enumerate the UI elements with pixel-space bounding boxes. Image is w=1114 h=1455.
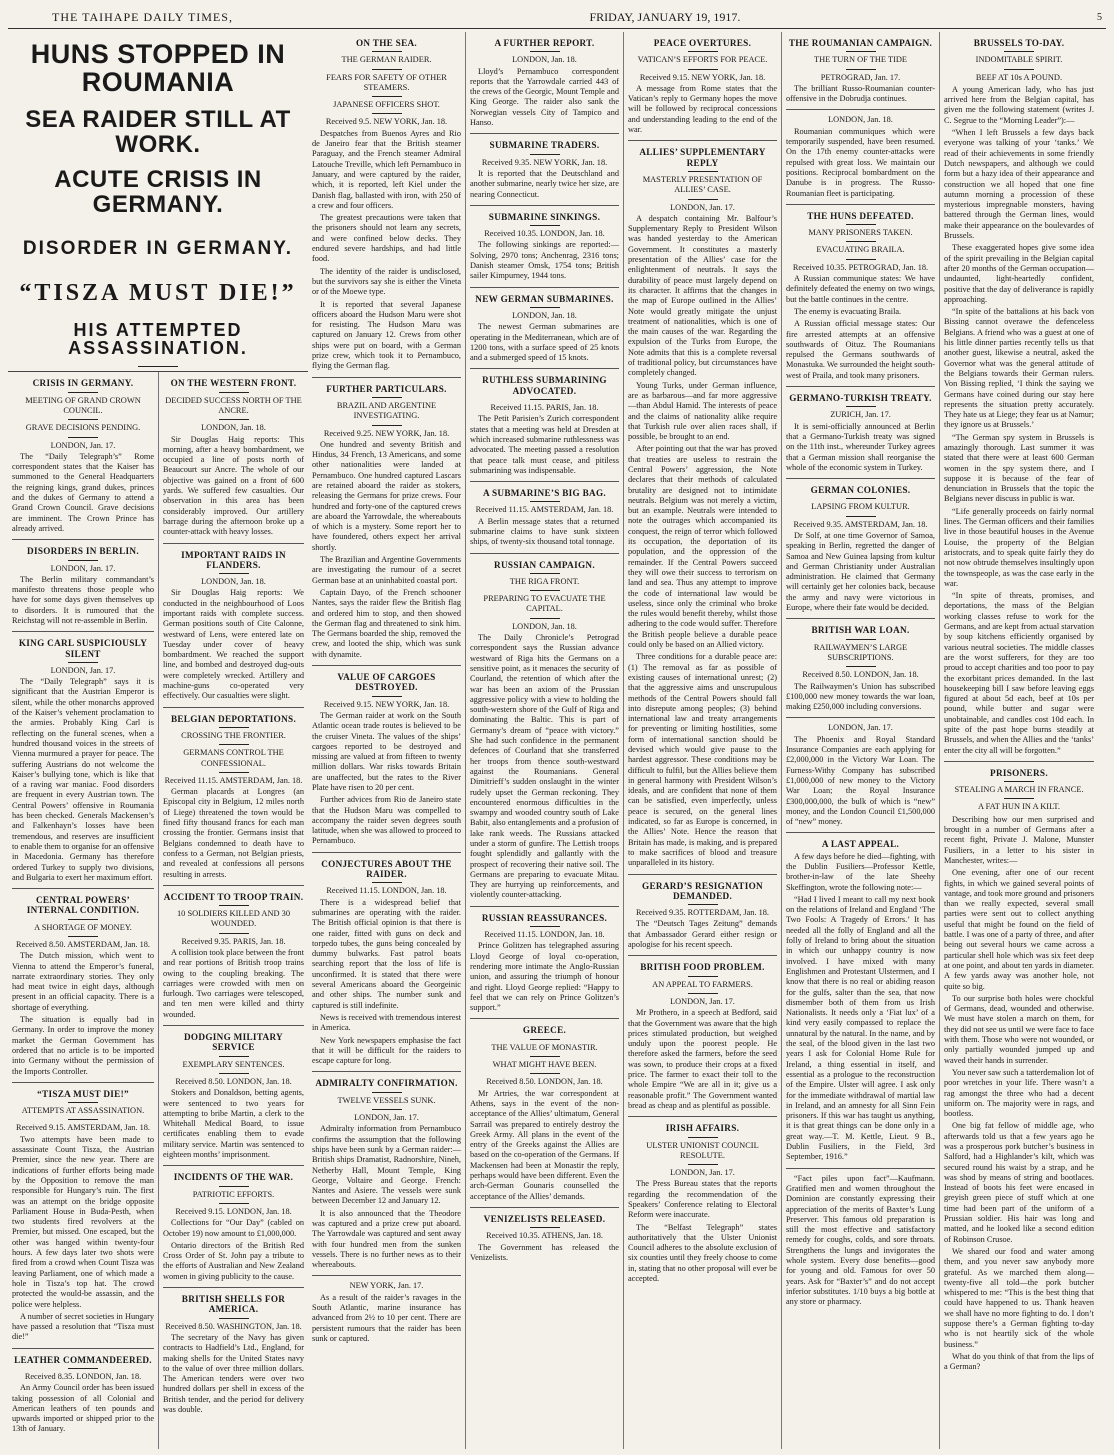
article-dateline: LONDON, Jan. 18.: [828, 115, 893, 125]
paper-name: THE TAIHAPE DAILY TIMES,: [52, 9, 233, 24]
column-1: [8, 32, 308, 1449]
article-paragraph: Further advices from Rio de Janeiro state that the Hudson Maru was compelled to accompany the raider seven degrees south latitude, when she was allowed to proceed to Pernambuco.: [312, 795, 461, 846]
article: [163, 378, 304, 537]
article-subheading: FEARS FOR SAFETY OF OTHER STEAMERS.: [326, 72, 447, 92]
article-headline: IRISH AFFAIRS.: [665, 1123, 740, 1134]
article-dateline: ZURICH, Jan. 17.: [830, 410, 891, 420]
article-dateline: LONDON, Jan. 17.: [50, 440, 116, 450]
article-headline: BRITISH WAR LOAN.: [811, 625, 910, 636]
issue-date: FRIDAY, JANUARY 19, 1917.: [589, 9, 741, 24]
headline-huns: HUNS STOPPED IN ROUMANIA: [30, 39, 286, 98]
column-3: [466, 32, 624, 1449]
article-headline: FURTHER PARTICULARS.: [326, 383, 447, 394]
article-dateline: Received 8.50. LONDON, Jan. 18.: [175, 1076, 292, 1086]
article-subheading: CROSSING THE FRONTIER.: [181, 730, 286, 740]
article-subheading: RAILWAYMEN’S LARGE SUBSCRIPTIONS.: [813, 642, 908, 662]
article-headline: KING CARL SUSPICIOUSLY SILENT: [18, 638, 148, 659]
article-paragraph: Two attempts have been made to assassinate Count Tisza, the Austrian Premier, since the new year. There are indications of further efforts being made by the Opposition to remove the man responsible for Hungary’s ruin. The first was an attempt on the bridge opposite Parliament House in Buda-Pesth, when two students fired revolvers at the Premier, but missed. One escaped, but the other was hanged within twenty-four hours. A few days later two shots were fired from a crowd when Count Tisza was leaving Parliament, one of which made a hole in Tisza’s top hat. The crowd protected the would-be assassin, and the police were helpless.: [12, 1134, 154, 1309]
article-paragraph: The newest German submarines are operating in the Mediterranean, which are of 1200 tons, with a surface speed of 25 knots and a submerged speed of 15 knots.: [470, 322, 619, 363]
article: [786, 832, 935, 1162]
article-paragraph: “Fact piles upon fact”—Kaufmann. Gratified men and women throughout the Dominion are constantly expressing their appreciation of the merits of Baxter’s Lung Preserver. This famous old preparation is still the most effective and satisfactory remedy for coughs, colds, and sore throats. Strengthens the lungs and invigorates the whole system. Every dose benefits—good for young and old. Famous for over 50 years. Ask for “Baxter’s” and do not accept inferior substitutes. 1/10 buys a big bottle at any store or pharmacy.: [786, 1173, 935, 1307]
article-paragraph: A despatch containing Mr. Balfour’s Supplementary Reply to President Wilson was handed yesterday to the American Government. It constitutes a masterly presentation of the Allies’ case for the enlightenment of neutrals. It says the durability of peace must largely depend on its character. It affirms that the changes in the map of Europe outlined in the Allies’ Note would greatly mitigate the unjust treatment of nationalities, which is one of the main causes of the war. Regarding the expulsion of the Turks from Europe, the Note admits that this is a complete reversal of traditional policy, but circumstances have completely changed.: [628, 213, 777, 378]
article-paragraph: The following sinkings are reported:— Solving, 2970 tons; Anchenrag, 2316 tons; Danish steamer Omsk, 1754 tons; British sailer Kimpurney, 1944 tons.: [470, 240, 619, 281]
article-subheading: JAPANESE OFFICERS SHOT.: [333, 100, 440, 110]
article: [312, 665, 461, 847]
article-headline: A SUBMARINE’S BIG BAG.: [483, 488, 606, 499]
article-paragraph: A Russian communique states: We have definitely defeated the enemy on two wings, but the battle continues in the centre.: [786, 274, 935, 304]
article-paragraph: It is reported that several Japanese officers aboard the Hudson Maru were shot for resisting. The Hudson Maru was captured on January 12. Crews from other ships were put on board, with a German prize crew, which took it to Pernambuco, flying the German flag.: [312, 299, 461, 371]
article-paragraph: These exaggerated hopes give some idea of the spirit prevailing in the Belgian capital after 20 months of the German occupation—undaunted, light-heartedly confident, positive that the day of deliverance is rapidly approaching.: [944, 243, 1094, 304]
article-headline: GREECE.: [522, 1025, 567, 1036]
article-paragraph: “The German spy system in Brussels is amazingly thorough. Last summer it was stated that there were at least 600 German women in the spy system there, and I suppose it is because of the fear of denunciation in Brussels that the topic the Belgians never discuss in public is war.: [944, 432, 1094, 504]
article-dateline: LONDON, Jan. 17.: [670, 202, 735, 212]
article-paragraph: The brilliant Russo-Roumanian counter-offensive in the Dobrudja continues.: [786, 83, 935, 104]
article-paragraph: The Daily Chronicle’s Petrograd correspondent says the Russian advance westward of Riga hits the Germans on a sensitive point, as it menaces the security of Courland, the retention of which after the war has been an axiom of the Prussian aggressive policy with a view to holding the south-western shore of the Gulf of Riga and dominating the Baltic. This is part of Germany’s dream of “peace with victory.” She had such confidence in the permanent defences of Courland that she transferred her troops from thence south-westward against the Roumanians. General Dimitrieff’s sudden onslaught in the winter rudely upset the German reckoning. They encountered enormous difficulties in the swampy and wooded country south of Lake Babit, also entanglements and a profusion of lake rank weeds. The Russians attacked under a storm of gunfire. The Lettish troops fought splendidly and gallantly with the prospect of recovering their native soil. The Germans are preparing to evacuate Mitau. They are hurrying up reinforcements, and violently counter-attacking.: [470, 633, 619, 900]
article-paragraph: The “Daily Telegraph” says it is significant that the Austrian Emperor is silent, while the other monarchs approved of the Kaiser’s vehement proclamation to the armies. Probably King Carl is reflecting on the funeral scenes, when a hundred thousand voices in the streets of Vienna murmured a prayer for peace. The suffering Austrians do not welcome the Kaiser’s bullying tone, which is like that of a raving war maniac. Food disorders are frequent in every Austrian town. The Central Powers’ offensive in Roumania has been checked. Generals Mackensen’s and Falkenhayn’s losses have been tremendous, and reserves are insufficient to enable them to organise for an offensive in Macedonia. Germany has therefore ordered Turkey to supply two divisions, and Bulgaria to exert her maximum effort.: [12, 677, 154, 882]
article-paragraph: Sir Douglas Haig reports: We conducted in the neighbourhood of Loos important raids with complete success. German positions south of Cite Calonne, westward of Lens, were entered late on Tuesday under cover of heavy bombardment. We reached the support line, and bombed and destroyed dug-outs were completely wrecked. Artillery and machine-guns co-operated very effectively. Our casualties were slight.: [163, 588, 304, 701]
article: [12, 1082, 154, 1343]
article-headline: IMPORTANT RAIDS IN FLANDERS.: [181, 549, 286, 570]
article-paragraph: News is received with tremendous interest in America.: [312, 1012, 461, 1033]
article-paragraph: A young American lady, who has just arrived here from the Belgian capital, has given me the following statement (writes J. C. Segrue to the “Morning Leader”):—: [944, 84, 1094, 125]
article-subheading: BEEF AT 10s A POUND.: [975, 72, 1063, 82]
article: [470, 481, 619, 547]
article: [786, 478, 935, 613]
article: [312, 377, 461, 660]
article-paragraph: The Phoenix and Royal Standard Insurance Companies are each applying for £2,000,000 in the Victory War Loan. The Furness-Withy Company has subscribed £1,000,000 of new money to the Victory War Loan; the Royal Insurance £300,000,000, the bulk of which is “new” money, and the London Council £1,500,000 of “new” money.: [786, 734, 935, 827]
article-paragraph: We shared our food and water among them, and you never saw anybody more grateful. As we marched them along—twenty-five all told—the pork butcher whispered to me: “This is the best thing that could have happened to us. Thank heaven we shall have no more fighting to do. I don’t suppose there’s a German fighting to-day who is not heartily sick of the whole business.”: [944, 1246, 1094, 1349]
article-paragraph: A few days before he died—fighting, with the Dublin Fusiliers—Professor Kettle, brother-in-law of the late Sheehy Skeffington, wrote the following note:—: [786, 851, 935, 892]
article: [786, 717, 935, 827]
article-paragraph: “In spite of threats, promises, and deportations, the mass of the Belgian working classes refuse to work for the Germans, and are kept from actual starvation by soup kitchens efficiently organised by various neutral societies. The middle classes are the worst sufferers, for they are too proud to accept charities and too poor to pay the exorbitant prices demanded. In the last housekeeping bill I saw before leaving eggs figured at about 5d each, beef at 10s per pound, while butter and sugar were unobtainable, and candles cost 10d each. In spite of the past hope burns steadily at Brussels, and when the Allies and the ‘tanks’ enter the city all will be forgotten.”: [944, 591, 1094, 755]
article-dateline: Received 10.35. LONDON, Jan. 18.: [484, 229, 605, 239]
article-subheading: AN APPEAL TO FARMERS.: [652, 979, 753, 989]
article-paragraph: The Dutch mission, which went to Vienna to attend the Emperor’s funeral, narrate extraordinary stories. They only had meat twice in eight days, although present in an official capacity. There is a shortage of everything.: [12, 951, 154, 1012]
lead-headlines: [8, 32, 308, 372]
article-headline: GERMAN COLONIES.: [810, 485, 911, 496]
article: [786, 38, 935, 104]
article-subheading: BRAZIL AND ARGENTINE INVESTIGATING.: [336, 400, 437, 421]
article: [12, 1348, 154, 1435]
column-4: [624, 32, 782, 1449]
masthead: [8, 6, 1106, 29]
headline-disorder: DISORDER IN GERMANY.: [22, 238, 294, 260]
article-paragraph: The Press Bureau states that the reports regarding the recommendation of the Speakers’ Conference relating to Electoral Reform were inaccurate.: [628, 1179, 777, 1220]
article-paragraph: The “Belfast Telegraph” states authoritatively that the Ulster Unionist Council adheres to the absolute exclusion of six counties until they freely choose to come in, stating that no other proposal will ever be accepted.: [628, 1222, 777, 1284]
article: [786, 204, 935, 381]
article: [12, 888, 154, 1077]
article: [470, 205, 619, 282]
article: [163, 1165, 304, 1282]
article-headline: NEW GERMAN SUBMARINES.: [475, 293, 614, 304]
article-paragraph: Ontario directors of the British Red Cross Order of St. John pay a tribute to the efforts of Australian and New Zealand women in giving publicity to the cause.: [163, 1240, 304, 1281]
article-paragraph: Collections for “Our Day” (cabled on October 19) now amount to £1,000,000.: [163, 1218, 304, 1238]
article-subheading: THE RIGA FRONT.: [509, 576, 580, 586]
article-headline: BRUSSELS TO-DAY.: [973, 38, 1065, 48]
article: [470, 368, 619, 476]
article-paragraph: Young Turks, under German influence, are as barbarous—and far more aggressive—than Abdul Hamid. The interests of peace and the claims of nationality alike require that Turkish rule over alien races shall, if possible, be brought to an end.: [628, 380, 777, 442]
article-dateline: NEW YORK, Jan. 17.: [349, 1281, 424, 1291]
article-headline: VENIZELISTS RELEASED.: [483, 1213, 606, 1224]
article-subheading: THE VALUE OF MONASTIR.: [491, 1042, 598, 1052]
article-headline: GERMANO-TURKISH TREATY.: [789, 393, 932, 404]
article-paragraph: Dr Solf, at one time Governor of Samoa, speaking in Berlin, regretted the danger of Samoa and New Guinea lapsing from kultur and German Christianity under Australian administration. He claimed that Germany will certainly get her colonies back, because the army and navy were victorious in Europe, where their fate would be decided.: [786, 530, 935, 613]
article-headline: ALLIES’ SUPPLEMENTARY REPLY: [639, 147, 766, 168]
article-dateline: Received 9.35. PARIS, Jan. 18.: [181, 936, 286, 946]
article-paragraph: You never saw such a tatterdemalion lot of poor wretches in your life. There wasn’t a rag amongst the three who had a decent uniform on. The majority were in rags, and bootless.: [944, 1067, 1094, 1119]
article-subheading: TWELVE VESSELS SUNK.: [337, 1095, 436, 1105]
article-paragraph: It is reported that the Deutschland and another submarine, nearly twice her size, are nearing Connecticut.: [470, 168, 619, 199]
article-dateline: LONDON, Jan. 18.: [512, 310, 577, 320]
article-dateline: Received 8.50. AMSTERDAM, Jan. 18.: [16, 940, 150, 949]
article-headline: BRITISH SHELLS FOR AMERICA.: [181, 1294, 286, 1315]
article-headline: THE ROUMANIAN CAMPAIGN.: [788, 38, 933, 48]
column-5: [782, 32, 940, 1449]
article: [312, 852, 461, 1067]
page-number: 5: [1096, 11, 1102, 23]
article-headline: ADMIRALTY CONFIRMATION.: [315, 1078, 458, 1089]
article-subheading: MANY PRISONERS TAKEN.: [808, 228, 913, 238]
article: [628, 1116, 777, 1284]
article-dateline: Received 9.15. LONDON, Jan. 18.: [175, 1206, 292, 1216]
article-dateline: LONDON, Jan. 17.: [670, 996, 735, 1006]
article: [312, 38, 461, 372]
article: [786, 1168, 935, 1308]
article: [786, 618, 935, 712]
article-subheading: ULSTER UNIONIST COUNCIL RESOLUTE.: [646, 1140, 759, 1160]
article-paragraph: The Petit Parisien’s Zurich correspondent states that a meeting was held at Dresden at which increased submarine ruthlessness was advocated. The meeting passed a resolution that peace talk must cease, and pitiless submarining was indispensable.: [470, 414, 619, 475]
article-dateline: LONDON, Jan. 18.: [201, 577, 266, 587]
article-subheading: MEETING OF GRAND CROWN COUNCIL.: [25, 395, 141, 415]
article-paragraph: “When I left Brussels a few days back everyone was talking of your ‘tanks.’ We read of their achievements in some friendly Dutch newspapers, and although we could form but a hazy idea of their appearance and construction we all hoped that one fine autumn morning a procession of these mysterious impregnable monsters, having battered through the German lines, would make their appearance on the boulevardes of Brussels.: [944, 128, 1094, 241]
article-headline: RUSSIAN CAMPAIGN.: [494, 559, 595, 570]
article-dateline: PETROGRAD, Jan. 17.: [820, 72, 901, 82]
article-headline: PRISONERS.: [990, 767, 1048, 778]
article: [163, 1025, 304, 1160]
article: [470, 1207, 619, 1263]
article-dateline: LONDON, Jan. 17.: [354, 1113, 419, 1123]
article-dateline: Received 9.35. NEW YORK, Jan. 18.: [481, 157, 608, 167]
article-paragraph: The Brazilian and Argentine Governments are investigating the rumour of a secret German base at an uninhabited coastal port.: [312, 555, 461, 585]
article-paragraph: There is a widespread belief that submarines are operating with the raider. The British official opinion is that there is one raider, fitted with guns on deck and torpedo tubes, the guns being concealed by dummy bulwarks. Fast patrol boats searching report that the loss of life is unconfirmed. It is stated that there were several Americans aboard the Georgeinic and other ships. The number sunk and captured is still indefinite.: [312, 897, 461, 1010]
article-headline: THE HUNS DEFEATED.: [807, 210, 914, 221]
article: [470, 38, 619, 128]
article-subheading: GERMANS CONTROL THE CONFESSIONAL.: [183, 748, 284, 768]
article-subheading: EVACUATING BRAILA.: [816, 245, 905, 255]
article: [470, 133, 619, 199]
article-dateline: Received 8.35. LONDON, Jan. 18.: [24, 1371, 142, 1381]
article-subheading: WHAT MIGHT HAVE BEEN.: [492, 1060, 597, 1070]
article: [163, 1287, 304, 1415]
article-dateline: Received 9.35. ROTTERDAM, Jan. 18.: [636, 908, 769, 918]
article-paragraph: A message from Rome states that the Vatican’s reply to Germany hopes the move will be followed by reciprocal concessions and understanding leading to the end of the war.: [628, 83, 777, 135]
article-headline: LEATHER COMMANDEERED.: [14, 1354, 152, 1365]
article-dateline: Received 8.50. WASHINGTON, Jan. 18.: [165, 1321, 302, 1331]
article: [628, 955, 777, 1111]
article-subheading: MASTERLY PRESENTATION OF ALLIES’ CASE.: [642, 174, 763, 195]
article-paragraph: One evening, after one of our recent fights, in which we gained several points of vantage, and took more ground and prisoners than we really expected, several small parties were sent out to collect anything useful that might be found on the field of battle. I was one of a party of three, and after being out several hours we came across a particular shell hole which was six feet deep at one point, and about ten yards in diameter. A few yards away was another hole, not quite so big.: [944, 868, 1094, 991]
article-paragraph: The Berlin military commandant’s manifesto threatens those people who have for some days given themselves up to disorders. It is rumoured that the Reichstag will not re-assemble in Berlin.: [12, 574, 154, 625]
article: [12, 378, 154, 534]
article-dateline: Received 11.15. LONDON, Jan. 18.: [326, 886, 447, 896]
article-paragraph: “Had I lived I meant to call my next book on the relations of Ireland and England ‘The Two Fools: A Tragedy of Errors.’ It has needed all the folly of England and all the folly of Ireland to bring about the situation in which our unhappy country is now involved. I have mixed with many Englishmen and Protestant Ulstermen, and I know that there is no real or abiding reason for the gulfs, salter than the sea, that now dismember both of them from us Irish Nationalists. It needs only a ‘Fiat lux’ of a kind very easily compassed to replace the unnatural by the natural. In the name, and by the seal, of the blood given in the last two years I ask for Colonial Home Rule for Ireland, a thing essential in itself, and essential as a prologue to the reconstruction of the Empire. Ulster will agree. I ask only for the immediate withdrawal of martial law in Ireland, and an amnesty for all Sinn Fein prisoners. If this war has taught us anything, it is that great things can be done only in a great way.—T. M. Kettle, Lieut. 9 B., Dublin Fusiliers, in the Field, 3rd September, 1916.”: [786, 894, 935, 1162]
article-dateline: Received 9.15. NEW YORK, Jan. 18.: [323, 699, 450, 709]
headline-tisza: “TISZA MUST DIE!”: [19, 280, 297, 307]
article-headline: CENTRAL POWERS’ INTERNAL CONDITION.: [26, 895, 140, 916]
article-paragraph: After pointing out that the war has proved that treaties are useless to restrain the Central Powers’ aggression, the Note declares that their methods of calculated brutality are designed not to intimidate neutrals. Belgium was not merely a victim, but an example. Neutrals were intended to note the outrages which accompanied its conquest, the reign of terror which followed its occupation, the deportation of its population, and the oppression of the remainder. If the Central Powers succeed they will owe their success to terrorism on land and sea. Thus any attempt to improve the code of international law would be useless, since only the criminal who broke the rules would benefit thereby, whilst those adhering to the code would suffer. Therefore the British people believe a durable peace could only be based on an Allied victory.: [628, 444, 777, 650]
article-headline: ACCIDENT TO TROOP TRAIN.: [163, 891, 304, 902]
article-dateline: Received 9.15. NEW YORK, Jan. 18.: [639, 72, 766, 82]
article-dateline: LONDON, Jan. 17.: [828, 723, 893, 733]
article-headline: SUBMARINE TRADERS.: [489, 140, 600, 151]
article-paragraph: Mr Artries, the war correspondent at Athens, says in the event of the non-acceptance of the Allies’ ultimatum, General Sarrail was prepared to entirely destroy the Greek Army. All plans in the event of the entry of the Greeks against the Allies are based on the co-operation of the Germans. If Mackensen had been at Monastir the reply, perhaps would have been different. Even the arch-German Gounaris counselled the acceptance of the Allies’ demands.: [470, 1088, 619, 1201]
article-dateline: LONDON, Jan. 17.: [670, 1168, 735, 1178]
article-subheading: 10 SOLDIERS KILLED AND 30 WOUNDED.: [176, 909, 291, 929]
article-paragraph: The identity of the raider is undisclosed, but the survivors say she is either the Vineta or of the Moewe type.: [312, 266, 461, 297]
article-paragraph: New York newspapers emphasise the fact that it will be difficult for the raiders to escape capture for long.: [312, 1035, 461, 1066]
article-dateline: Received 11.15. PARIS, Jan. 18.: [490, 403, 599, 413]
article-paragraph: Despatches from Buenos Ayres and Rio de Janeiro fear that the British steamer Paraguay, and the French steamer Admiral Latouche Treville, which left Pernambuco in January, and were captured by the raider, which, it is reported, left Kiel under the Danish flag, ballasted with iron, with 250 of a crew and four officers.: [312, 128, 461, 210]
article-paragraph: Roumanian communiques which were temporarily suspended, have been resumed. On the 17th enemy counter-attacks were repulsed with great loss. We maintain our positions. Reciprocal bombardment on the Danube is in progress. The Russo-Roumanian fleet is participating.: [786, 126, 935, 198]
article-dateline: Received 11.15. AMSTERDAM, Jan. 18.: [164, 775, 303, 785]
article-dateline: LONDON, Jan. 18.: [201, 423, 266, 433]
article-dateline: Received 10.35. ATHENS, Jan. 18.: [486, 1231, 603, 1241]
article-subheading: INDOMITABLE SPIRIT.: [975, 55, 1063, 65]
article-dateline: LONDON, Jan. 17.: [50, 665, 116, 675]
article-paragraph: The “Deutsch Tages Zeitung” demands that Ambassador Gerard either resign or apologise for his recent speech.: [628, 919, 777, 950]
article-paragraph: One hundred and seventy British and Hindus, 34 French, 13 Americans, and some other nationalities were landed at Pernambuco. One hundred captured Lascars are retained aboard the raider as stokers, releasing the Germans for prize crews. Four hundred and forty-one of the captured crews are aboard the Yarrowdale, the whereabouts of which is a mystery. Some report her to have foundered, others expect her arrival shortly.: [312, 439, 461, 552]
article-paragraph: A Berlin message states that a returned submarine claims to have sunk sixteen ships, of twenty-six thousand total tonnage.: [470, 516, 619, 547]
article-paragraph: Sir Douglas Haig reports: This morning, after a heavy bombardment, we occupied a line of posts north of Beaucourt sur Ancre. The whole of our objective was gained on a front of 600 yards. We suffered few casualties. Our observation in this area has been considerably improved. Our artillery barrage during the afternoon broke up a counter-attack with heavy losses.: [163, 434, 304, 537]
article-dateline: LONDON, Jan. 17.: [50, 563, 116, 573]
column-1b: [159, 372, 308, 1449]
article-dateline: LONDON, Jan. 18.: [512, 621, 577, 631]
article-paragraph: What do you think of that from the lips of a German?: [944, 1351, 1094, 1372]
article-paragraph: A number of secret societies in Hungary have passed a resolution that “Tisza must die!”: [12, 1311, 154, 1342]
article: [628, 38, 777, 135]
article: [944, 38, 1094, 756]
article-subheading: VATICAN’S EFFORTS FOR PEACE.: [637, 55, 768, 65]
headline-crisis: ACUTE CRISIS IN GERMANY.: [54, 166, 262, 219]
article-headline: INCIDENTS OF THE WAR.: [173, 1172, 294, 1183]
article-subheading: DECIDED SUCCESS NORTH OF THE ANCRE.: [165, 395, 302, 415]
article-subheading: A SHORTAGE OF MONEY.: [34, 922, 132, 932]
article-paragraph: To our surprise both holes were chockful of Germans, dead, wounded and otherwise. We must have stolen a march on them, for they did not see us until we were face to face with them. Those who were not wounded, or only partially wounded jumped up and waved their hands in surrender.: [944, 993, 1094, 1065]
columns: [8, 32, 1106, 1449]
article: [163, 707, 304, 880]
article-paragraph: Mr Prothero, in a speech at Bedford, said that the Government was aware that the high prices stimulated production, but weighed unduly upon the poorest people. He therefore asked the farmers, before the seed was sown, to produce their crops at a fixed price. The farmer to exact their toll to the whole Empire “We are all in it; give us a reasonable profit.” The Government wanted bread as cheap and as plentiful as possible.: [628, 1008, 777, 1110]
article-headline: VALUE OF CARGOES DESTROYED.: [337, 672, 436, 693]
headline-assassination: HIS ATTEMPTED ASSASSINATION.: [68, 319, 248, 359]
article: [163, 543, 304, 702]
article-dateline: Received 9.15. AMSTERDAM, Jan. 18.: [16, 1123, 150, 1133]
article-subheading: STEALING A MARCH IN FRANCE.: [954, 785, 1084, 795]
article-headline: CRISIS IN GERMANY.: [32, 378, 134, 389]
article-paragraph: Prince Golitzen has telegraphed assuring Lloyd George of loyal co-operation, rendering more intimate the Anglo-Russian union, and assuring the triumph of honour and right. Lloyd George replied: “Happy to feel that we can rely on Prince Golitzen’s support.”: [470, 941, 619, 1013]
article-paragraph: Captain Dayo, of the French schooner Nantes, says the raider flew the British flag and ordered him to stop, and then showed the German flag and threatened to sink him. The Germans boarded the ship, removed the crew, and looted the ship, which was sunk with dynamite.: [312, 587, 461, 659]
article-dateline: Received 9.5. NEW YORK, Jan. 18.: [325, 117, 448, 127]
article-headline: GERARD’S RESIGNATION DEMANDED.: [642, 880, 763, 901]
article-dateline: Received 11.15. AMSTERDAM, Jan. 18.: [475, 505, 614, 515]
article-headline: DISORDERS IN BERLIN.: [27, 546, 139, 557]
article-headline: ON THE WESTERN FRONT.: [170, 378, 297, 389]
article-dateline: Received 9.25. NEW YORK, Jan. 18.: [323, 428, 450, 438]
article-subheading: PATRIOTIC EFFORTS.: [192, 1189, 275, 1199]
article: [786, 109, 935, 198]
article-dateline: Received 8.50. LONDON, Jan. 18.: [486, 1077, 603, 1087]
article-paragraph: An Army Council order has been issued taking possession of all Colonial and American leathers of ten pounds and upwards imported or shipped prior to the 13th of January.: [12, 1383, 154, 1434]
article-paragraph: A Russian official message states: Our fire arrested attempts at an offensive southwards of Oituz. The Roumanians repulsed the Germans southwards of Monastuka. We surrounded the height south-west of Praila, and took many prisoners.: [786, 319, 935, 380]
article-dateline: Received 11.15. LONDON, Jan. 18.: [484, 930, 605, 940]
article-dateline: Received 10.35. PETROGRAD, Jan. 18.: [792, 262, 929, 272]
article-paragraph: The situation is equally bad in Germany. In order to improve the money market the German Government has ordered that no article is to be imported into Germany without the permission of the Imports Controller.: [12, 1015, 154, 1076]
article-paragraph: One big fat fellow of middle age, who afterwards told us that a few years ago he was a prosperous pork butcher’s business in Salford, had a Highlander’s kilt, which was secured round his waist by a strap, and he was shod by means of string and bootlaces. Instead of boots his feet were encased in greyish green piece of stuff which at one time had been part of the uniform of a Prussian soldier. His hair was long and matted, and he looked like a second edition of Robinson Crusoe.: [944, 1121, 1094, 1244]
article: [470, 553, 619, 901]
article-dateline: Received 9.35. AMSTERDAM, Jan. 18.: [793, 519, 928, 529]
article-subheading: LAPSING FROM KULTUR.: [811, 502, 910, 512]
column-6: [940, 32, 1098, 1449]
article-dateline: LONDON, Jan. 18.: [512, 55, 577, 65]
article-paragraph: As a result of the raider’s ravages in the South Atlantic, marine insurance has advanced from 2½ to 10 per cent. There are persistent rumours that the raider has been sunk or captured.: [312, 1292, 461, 1343]
article: [12, 539, 154, 626]
article-paragraph: Describing how our men surprised and brought in a number of Germans after a recent fight, Private J. Malone, Munster Fusiliers, in a letter to his sister in Manchester, writes:—: [944, 814, 1094, 865]
headline-sea-raider: SEA RAIDER STILL AT WORK.: [25, 105, 291, 158]
article-paragraph: The German raider at work on the South Atlantic ocean trade routes is believed to be the cruiser Vineta. The values of the ships’ cargoes reported to be destroyed and missing are valued at from fifteen to twenty million dollars. War risks towards Britain are unaffected, but the rates to the River Plate have risen to 20 per cent.: [312, 710, 461, 792]
article-headline: PEACE OVERTURES.: [653, 38, 752, 48]
article-paragraph: It is semi-officially announced at Berlin that a Germano-Turkish treaty was signed on the 11th inst., whereunder Turkey agrees that a German mission shall reorganise the whole of the economic system in Turkey.: [786, 421, 935, 472]
article-headline: A FURTHER REPORT.: [494, 38, 595, 48]
article-headline: RUTHLESS SUBMARINING ADVOCATED.: [482, 375, 607, 396]
article-headline: SUBMARINE SINKINGS.: [488, 211, 601, 222]
article-subheading: ATTEMPTS AT ASSASSINATION.: [21, 1106, 145, 1116]
column-2: [308, 32, 466, 1449]
article: [470, 1018, 619, 1201]
article-subheading: THE TURN OF THE TIDE: [813, 55, 908, 65]
article-headline: A LAST APPEAL.: [821, 839, 900, 850]
article-paragraph: The greatest precautions were taken that the prisoners should not learn any secrets, and were confined below decks. They endured severe hardships, and had little food.: [312, 213, 461, 264]
article-paragraph: Three conditions for a durable peace are: (1) The removal as far as possible of existing causes of international unrest; (2) that the aggressive aims and unscrupulous methods of the Central Powers should fall into disrepute among peoples; (3) behind international law and treaty arrangements for preventing or limiting hostilities, some form of international sanction should be devised which would give pause to the hardest aggressor. These conditions may be difficult to fulfil, but the Allies believe them in general harmony with President Wilson’s ideals, and are confident that none of them can be satisfied, even imperfectly, unless peace is secured, on the general lines indicated, so far as Europe is concerned, in the Allies’ Note. Hence the reason that Britain has made, is making, and is prepared to make sacrifices of blood and treasure unparalleled in its history.: [628, 652, 777, 868]
article-paragraph: “Life generally proceeds on fairly normal lines. The German officers and their families live in those beautiful houses in the Avenue Louise, the property of the Belgian aristocrats, and to speak quite fairly they do not now obtrude themselves insultingly upon the townspeople, as was the case early in the war.: [944, 506, 1094, 588]
article-subheading: A FAT HUN IN A KILT.: [977, 802, 1061, 812]
article-paragraph: The Railwaymen’s Union has subscribed £100,000 new money towards the war loan, making £250,000 including conversions.: [786, 681, 935, 712]
article-paragraph: It is also announced that the Theodore was captured and a prize crew put aboard. The Yarrowdale was captured and sent away with four hundred men from the sunken vessels. There is no further news as to their whereabouts.: [312, 1208, 461, 1270]
article-paragraph: The Government has released the Venizelists.: [470, 1242, 619, 1262]
article-paragraph: “In spite of the battalions at his back von Bissing cannot overawe the defenceless Belgians. A friend who was a guest at one of his little dinner parties recently tells us that another guest, likewise a neutral, asked the Governor what was the general attitude of the Belgians towards their German rulers. Von Bissing replied, ‘I think the saying we Germans have coined during our stay here represents the situation pretty accurately. They hate us at Liege; they fear us at Namur; they ignore us at Brussels.’: [944, 307, 1094, 430]
article: [12, 631, 154, 883]
article: [470, 906, 619, 1014]
article: [312, 1071, 461, 1270]
article-headline: ON THE SEA.: [355, 38, 418, 48]
article-paragraph: Stokers and Donaldson, betting agents, were sentenced to two years for attempting to bribe Martin, a clerk to the Whitehall Medical Board, to issue certificates enabling them to evade military service. Martin was sentenced to eighteen months’ imprisonment.: [163, 1088, 304, 1160]
article-paragraph: Admiralty information from Pernambuco confirms the assumption that the following ships have been sunk by a German raider:—British ships Dramatist, Radnorshire, Nineh, Netherby Hall, Mount Temple, King George, Voltaire and George. French: Nantes and Asiere. The vessels were sunk between December 12 and January 12.: [312, 1124, 461, 1206]
article: [470, 287, 619, 364]
article-subheading: EXEMPLARY SENTENCES.: [182, 1059, 285, 1069]
article-paragraph: The “Daily Telegraph’s” Rome correspondent states that the Kaiser has summoned to the General Headquarters the reigning kings, grand dukes, princes and the dukes of Germany to attend a Grand Crown Council. Grave decisions are imminent. The Crown Prince has already arrived.: [12, 451, 154, 533]
column-1a: [8, 372, 159, 1449]
article-paragraph: The secretary of the Navy has given contracts to Hadfield’s Ltd., England, for making shells for the United States navy to the value of over three million dollars. The American tenders were over two hundred dollars per shell in excess of the British tender, and the period for delivery was double.: [163, 1332, 304, 1414]
article: [628, 874, 777, 951]
article-paragraph: German placards at Longres (an Episcopal city in Belgium, 12 miles north of Liege) threatened the town would be fined fifty thousand francs for each man crossing the frontier. Germans insist that Belgians condemned to death have to confess to a German, not Belgian priests, and revealed at confessions all persons resulting in arrests.: [163, 787, 304, 879]
article-paragraph: The enemy is evacuating Braila.: [794, 306, 902, 316]
article-headline: BELGIAN DEPORTATIONS.: [170, 713, 297, 724]
article: [628, 140, 777, 868]
article: [786, 386, 935, 473]
article: [312, 1275, 461, 1344]
article-subheading: GRAVE DECISIONS PENDING.: [25, 423, 141, 433]
article: [163, 885, 304, 1020]
article-headline: “TISZA MUST DIE!”: [37, 1088, 129, 1099]
article-headline: DODGING MILITARY SERVICE: [184, 1032, 283, 1053]
article-dateline: Received 8.50. LONDON, Jan. 18.: [802, 670, 919, 680]
article-headline: RUSSIAN REASSURANCES.: [481, 912, 608, 923]
article: [944, 761, 1094, 1373]
article-paragraph: A collision took place between the front and rear portions of British troop trains owing to the coupling breaking. The carriages were crowded with men on furlough. Two carriages were telescoped, and ten men were killed and thirty wounded.: [163, 948, 304, 1019]
article-subheading: THE GERMAN RAIDER.: [341, 55, 432, 65]
article-headline: CONJECTURES ABOUT THE RAIDER.: [321, 858, 452, 880]
article-subheading: PREPARING TO EVACUATE THE CAPITAL.: [483, 594, 606, 614]
article-paragraph: Lloyd’s Pernambuco correspondent reports that the Yarrowdale carried 443 of the crews of the Georgic, Mount Temple and King George. The raider also sank the Norwegian vessels City of Tampico and Hanso.: [470, 66, 619, 128]
article-headline: BRITISH FOOD PROBLEM.: [640, 962, 765, 973]
